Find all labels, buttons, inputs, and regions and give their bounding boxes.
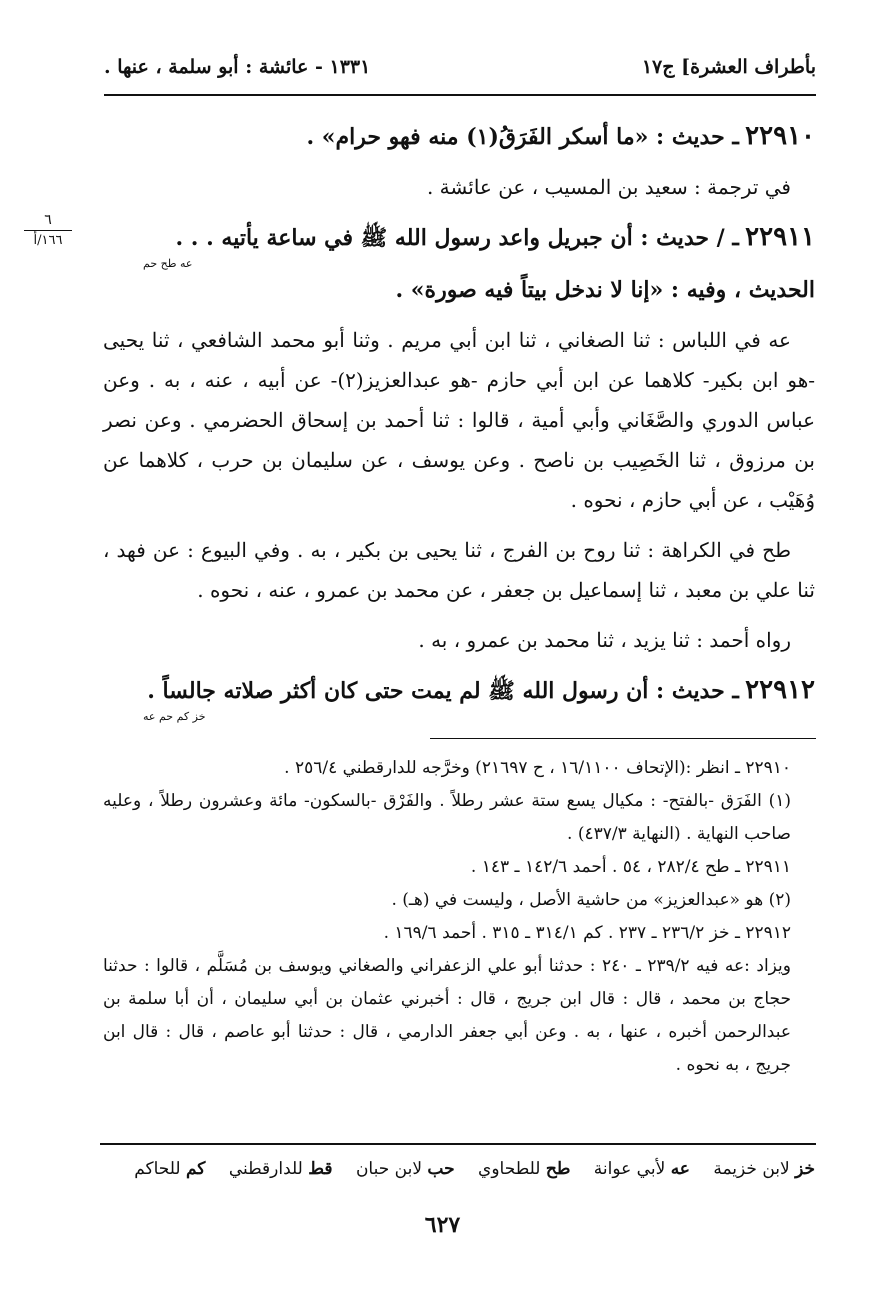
header-book-title: بأطراف العشرة] ج١٧ (641, 56, 816, 78)
legend-abbr: حب (427, 1159, 455, 1179)
legend-abbr: طح (545, 1159, 571, 1179)
footnote-rule (430, 738, 816, 739)
entry-22911-para-2: طح في الكراهة : ثنا روح بن الفرج ، ثنا يحيى بن بكير ، به . وفي البيوع : عن فهد ، ثنا علي بن معبد ، ثنا إسماعيل بن جعفر ، عن محمد بن عمرو ، عنه ، نحوه . (103, 538, 815, 602)
entry-22911-para-3: رواه أحمد : ثنا يزيد ، ثنا محمد بن عمرو ، به . (418, 628, 791, 652)
entry-22911-para-1: عه في اللباس : ثنا الصغاني ، ثنا ابن أبي مريم . وثنا أبو محمد الشافعي ، ثنا يحيى -هو ابن بكير- كلاهما عن ابن أبي حازم -هو عبدالعزيز(٢)- عن أبيه ، عنه ، به . وعن عباس الدوري والصَّغَاني وأبي أمية ، قالوا : ثنا أحمد بن إسحاق الحضرمي . وعن نصر بن مرزوق ، ثنا الخَصِيب بن ناصح . وعن يوسف ، عن سليمان بن حرب ، كلاهما عن وُهَيْب ، عن أبي حازم ، نحوه . (103, 328, 816, 512)
footnote: ويزاد :عه فيه ٢٣٩/٢ ـ ٢٤٠ : حدثنا أبو علي الزعفراني والصغاني ويوسف بن مُسَلَّم ، قالوا : حدثنا حجاج بن محمد ، قال : قال ابن جريج ، قال : أخبرني عثمان بن أبي سليمان ، أن أبا سلمة بن عبدالرحمن أخبره ، عنها ، به . وعن أبي جعفر الدارمي ، قال : حدثنا أبو عاصم ، قال : قال ابن جريج ، به نحوه . (103, 956, 791, 1075)
legend-item (356, 1159, 455, 1179)
entry-title: ـ / حديث : أن جبريل واعد رسول الله ﷺ في ساعة يأتيه . . . (175, 225, 739, 251)
legend-abbr: عه (670, 1159, 690, 1179)
legend-name: لابن خزيمة (713, 1159, 790, 1179)
legend-item (134, 1159, 205, 1179)
legend-rule (100, 1143, 816, 1145)
margin-folio-ref: ١٦٦/أ (33, 233, 63, 248)
legend-abbr: خز (795, 1159, 815, 1179)
footnote: (١) الفَرَق -بالفتح- : مكيال يسع ستة عشر رطلاً . والفَرْق -بالسكون- مائة وعشرون رطلاً ، وعليه صاحب النهاية . (النهاية ٤٣٧/٣) . (103, 791, 791, 844)
legend-item (594, 1159, 690, 1179)
legend-name: لأبي عوانة (593, 1159, 666, 1179)
entry-number: ٢٢٩١٠ (745, 121, 815, 151)
legend-name: لابن حبان (355, 1159, 423, 1179)
entry-sigla: خز كم حم عه (143, 710, 206, 723)
footnote: ٢٢٩١١ ـ طح ٢٨٢/٤ ، ٥٤ . أحمد ١٤٢/٦ ـ ١٤٣ . (470, 857, 791, 877)
legend-abbr: كم (185, 1159, 206, 1179)
entry-title-cont: الحديث ، وفيه : «إنا لا ندخل بيتاً فيه صورة» . (395, 277, 815, 303)
entry-number: ٢٢٩١٢ (745, 675, 815, 705)
footnote: ٢٢٩١٢ ـ خز ٢٣٦/٢ ـ ٢٣٧ . كم ٣١٤/١ ـ ٣١٥ . أحمد ١٦٩/٦ . (383, 923, 791, 943)
abbreviations-legend (103, 1155, 815, 1183)
entry-sigla: عه طح حم (143, 257, 193, 270)
entry-22911-heading-cont (103, 270, 815, 310)
margin-divider (24, 230, 72, 231)
entry-22911-heading (103, 217, 815, 258)
footnote: (٢) هو «عبدالعزيز» من حاشية الأصل ، وليست في (هـ) . (391, 890, 791, 910)
entry-22910-text: في ترجمة : سعيد بن المسيب ، عن عائشة . (426, 175, 791, 199)
legend-name: للدارقطني (228, 1159, 303, 1179)
page-number: ٦٢٧ (424, 1212, 461, 1238)
legend-abbr: قط (308, 1159, 333, 1179)
legend-item (478, 1159, 570, 1179)
legend-name: للطحاوي (478, 1159, 541, 1179)
entry-title: ـ حديث : أن رسول الله ﷺ لم يمت حتى كان أكثر صلاته جالساً . (147, 678, 739, 704)
footnotes (103, 752, 815, 1082)
margin-number: ٦ (44, 212, 52, 228)
entry-number: ٢٢٩١١ (745, 222, 815, 252)
legend-name: للحاكم (134, 1159, 181, 1179)
header-chapter-title: ١٣٣١ - عائشة : أبو سلمة ، عنها . (104, 56, 371, 78)
main-text (103, 116, 815, 723)
running-header (104, 56, 816, 88)
manuscript-margin-note (18, 212, 78, 249)
legend-item (229, 1159, 333, 1179)
entry-22912-heading (103, 670, 815, 711)
footnote: ٢٢٩١٠ ـ انظر :(الإتحاف ١٦/١١٠٠ ، ح ٢١٦٩٧) وخرَّجه للدارقطني ٢٥٦/٤ . (284, 758, 791, 778)
legend-item (713, 1159, 815, 1179)
entry-22910-heading (103, 116, 815, 157)
entry-title: ـ حديث : «ما أسكر الفَرَقُ(١) منه فهو حرام» . (306, 124, 739, 150)
header-rule (104, 94, 816, 96)
